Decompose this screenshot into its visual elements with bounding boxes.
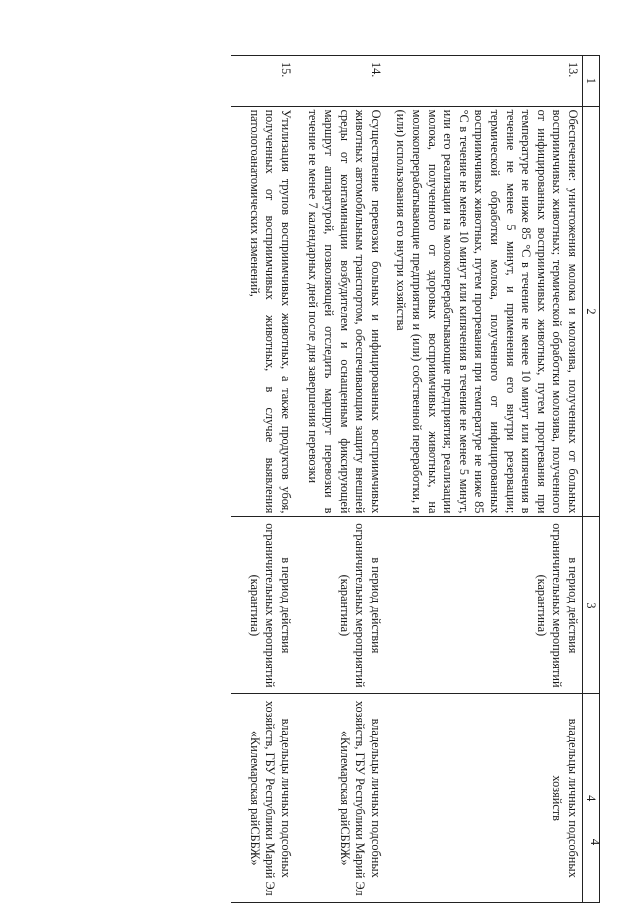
header-col-3: 3 [583, 517, 600, 694]
row-description-text: Осуществление перевозки больных и инфицированных восприимчивых животных автомобильным транспортом, обеспечивающим защиту внешней среды от контаминации возбудителем и оснащенным фиксирующей маршрут аппаратурой, позволяющей отследить маршрут перевозки в течение не менее 7 календарных дней после дня завершения перевозки [306, 109, 383, 514]
row-term [383, 517, 583, 694]
row-number: 15. [231, 56, 293, 107]
row-responsible-clip [231, 697, 293, 899]
table-row [383, 56, 583, 903]
row-number: 13. [383, 56, 583, 107]
table-row [231, 56, 293, 903]
row-term-text: в период действия ограничительных мероприятий (карантина) [534, 523, 580, 688]
row-description [383, 106, 583, 517]
page-number: 4 [588, 838, 603, 846]
row-description [293, 106, 383, 517]
rotated-table-area [60, 55, 600, 903]
header-col-1: 1 [583, 56, 600, 107]
row-description-text: Обеспечение: уничтожения молока и молозива, полученных от больных восприимчивых животных; термической обработки молозива, полученного от инфицированных восприимчивых животных, путем прогревания при температуре не ниже 85 °С в течение не менее 10 минут или кипячения в течение не менее 5 минут, и применения его внутри резервации; термической обработки молока, полученного от инфицированных восприимчивых животных, путем прогревания при температуре не ниже 85 °С в течение не менее 10 минут или кипячения в течение не менее 5 минут, или его реализации на молокоперерабатывающие предприятия; реализации молока, полученного от здоровых восприимчивых животных, на молокоперерабатывающие предприятия и (или) собственной переработки, и (или) использования его внутри хозяйства [394, 109, 580, 514]
row-description-text: Утилизация трупов восприимчивых животных, а также продуктов убоя, полученных от восприимчивых животных, в случае выявления патологоанатомических изменений, [247, 109, 293, 514]
table-header [583, 56, 600, 903]
header-col-2: 2 [583, 106, 600, 517]
table-header-row [583, 56, 600, 903]
row-term-clip [247, 520, 293, 690]
row-term-text: в период действия ограничительных мероприятий (карантина) [337, 523, 383, 688]
row-responsible-text: владельцы личных подсобных хозяйств, ГБУ Республики Марий Эл «Килемарская райСББЖ» [247, 700, 293, 896]
table-row [293, 56, 383, 903]
row-number: 14. [293, 56, 383, 107]
row-responsible [383, 694, 583, 903]
table-body [231, 56, 583, 903]
row-term [293, 517, 383, 694]
row-description-clip [247, 110, 293, 514]
row-responsible [231, 694, 293, 903]
row-term [231, 517, 293, 694]
row-responsible [293, 694, 383, 903]
header-col-4: 4 [583, 694, 600, 903]
row-responsible-text: владельцы личных подсобных хозяйств, ГБУ Республики Марий Эл «Килемарская райСББЖ» [337, 700, 383, 896]
row-term-text: в период действия ограничительных мероприятий (карантина) [247, 523, 293, 688]
measures-table [231, 55, 600, 903]
row-responsible-text: владельцы личных подсобных хозяйств [550, 718, 580, 878]
row-description [231, 106, 293, 517]
